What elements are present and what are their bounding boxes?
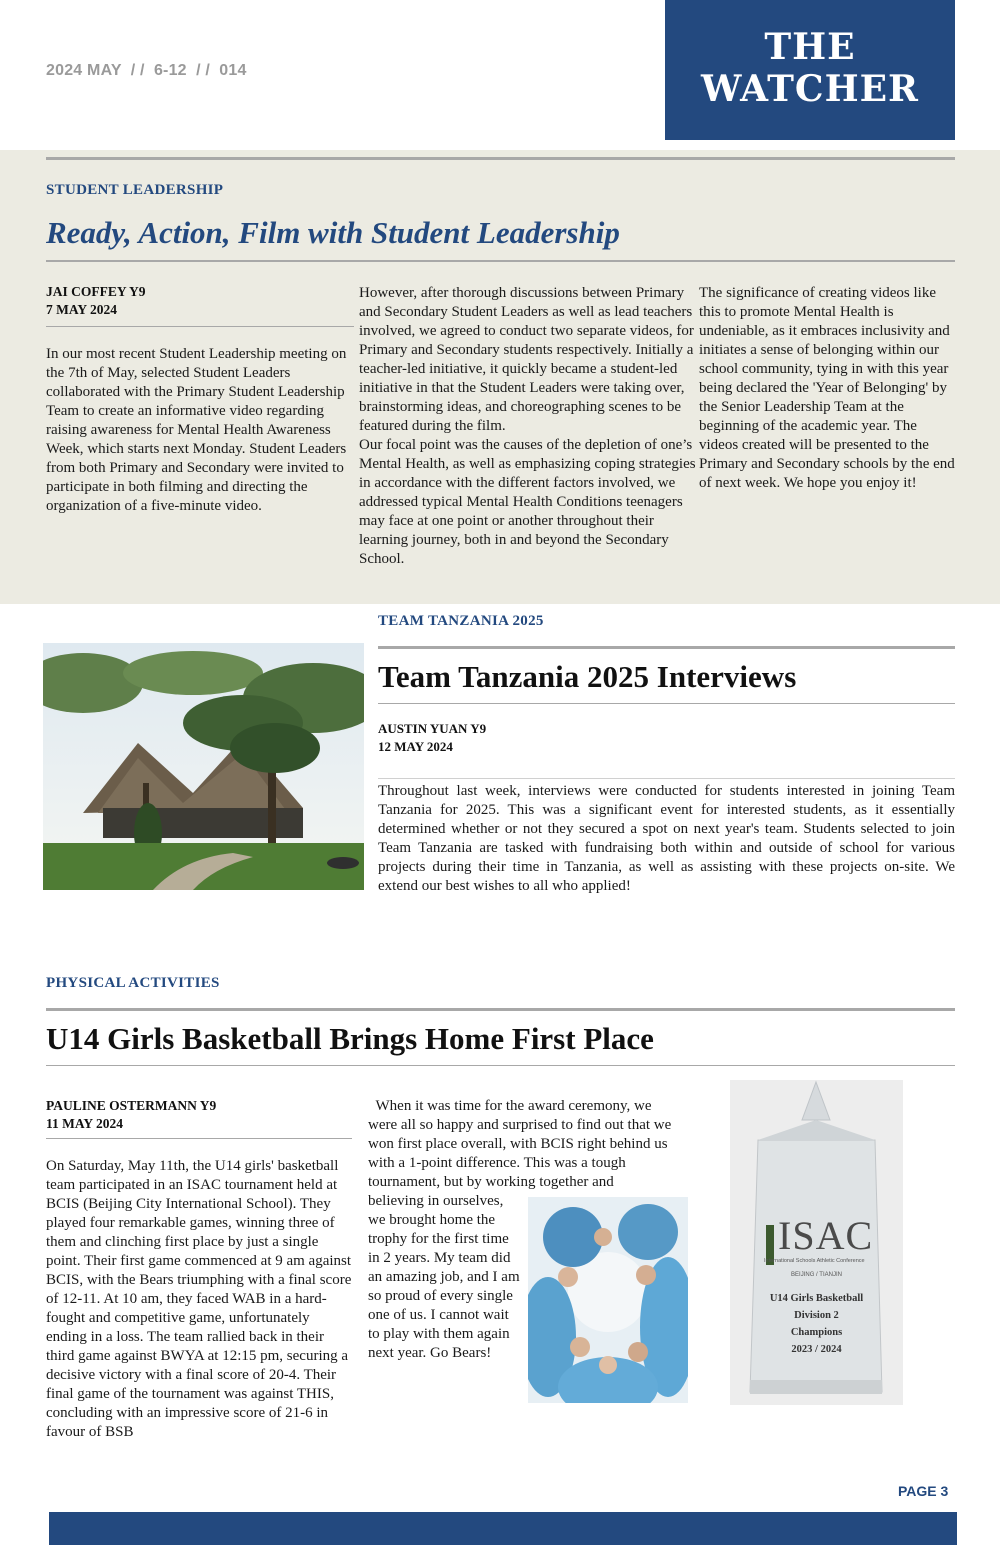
article-headline: Team Tanzania 2025 Interviews: [378, 659, 797, 694]
section-kicker: STUDENT LEADERSHIP: [46, 182, 224, 198]
author: PAULINE OSTERMANN Y9: [46, 1098, 217, 1113]
headline-rule: [46, 1065, 955, 1066]
huddle-image: [528, 1197, 688, 1403]
issue-info: 2024 MAY / / 6-12 / / 014: [46, 62, 247, 79]
trophy-line-4: 2023 / 2024: [791, 1344, 842, 1355]
masthead: [665, 0, 955, 140]
date: 12 MAY 2024: [378, 739, 453, 754]
masthead-line-1: THE: [764, 26, 856, 68]
article-headline: Ready, Action, Film with Student Leadership: [46, 215, 620, 250]
trophy-city: BEIJING / TIANJIN: [791, 1272, 842, 1278]
article-byline: [46, 283, 146, 319]
trophy-line-2: Division 2: [794, 1310, 839, 1321]
headline-rule: [378, 703, 955, 704]
tanzania-building-photo: [43, 643, 364, 890]
article-headline: U14 Girls Basketball Brings Home First Place: [46, 1021, 654, 1056]
article-column-1: In our most recent Student Leadership meeting on the 7th of May, selected Student Leaders collaborated with the Primary Student Leadership Team to create an informative video regarding raising awareness for Mental Health Awareness Week, which starts next Monday. Student Leaders from both Primary and Secondary were invited to participate in both filming and directing the organization of a five-minute video.: [46, 346, 347, 514]
byline-rule: [46, 1138, 352, 1139]
date: 11 MAY 2024: [46, 1116, 124, 1131]
paragraph: However, after thorough discussions between Primary and Secondary Student Leaders as well as lead teachers involved, we agreed to conduct two separate videos, for Primary and Secondary students respectively. Initially a teacher-led initiative, it quickly became a student-led initiative in that the Student Leaders were taking over, brainstorming ideas, and choreographing scenes to be featured during the film.: [359, 285, 694, 434]
article-byline: [46, 1097, 216, 1133]
section-top-rule: [378, 646, 955, 649]
trophy-line-1: U14 Girls Basketball: [769, 1293, 864, 1304]
team-huddle-photo: [528, 1197, 688, 1403]
author: JAI COFFEY Y9: [46, 284, 146, 299]
article-byline: [378, 720, 486, 756]
trophy-inscription: [730, 1290, 903, 1358]
trophy-logo: ISAC: [778, 1213, 874, 1258]
author: AUSTIN YUAN Y9: [378, 721, 487, 736]
trophy-org: International Schools Athletic Conference: [764, 1258, 865, 1264]
byline-rule: [46, 326, 354, 327]
masthead-line-2: WATCHER: [701, 68, 919, 110]
paragraph: Our focal point was the causes of the depletion of one’s Mental Health, as well as emphasizing coping strategies in accordance with the different factors involved, we addressed typical Mental Health Conditions teenagers may face at one point or another throughout their learning journey, both in and beyond the Secondary School.: [359, 437, 696, 567]
section-kicker: PHYSICAL ACTIVITIES: [46, 975, 220, 991]
trophy-line-3: Champions: [790, 1327, 843, 1338]
headline-rule: [46, 260, 955, 262]
page-number: PAGE 3: [898, 1483, 949, 1499]
section-top-rule: [46, 157, 955, 160]
article-column-2-wrap: believing in ourselves, we brought home the trophy for the first time in 2 years. My team did an amazing job, and I am so proud of every single one of us. I cannot wait to play with them again next year. Go Bears!: [368, 1193, 520, 1361]
lodge-image: [43, 643, 364, 890]
article-column-2: When it was time for the award ceremony, we were all so happy and surprised to find out that we won first place overall, with BCIS right behind us with a 1-point difference. This was a tough tournament, but by working together and: [368, 1098, 676, 1190]
footer-bar: [49, 1512, 957, 1545]
article-column-1: On Saturday, May 11th, the U14 girls' basketball team participated in an ISAC tournament held at BCIS (Beijing City International School). They played four remarkable games, winning three of them and clinching first place by just a single point. Their first game commenced at 9 am against BCIS, with the Bears triumphing with a final score of 12-11. At 10 am, they faced WAB in a hard-fought and competitive game, unfortunately ending in a loss. The team rallied back in their third game against BWYA at 12:15 pm, securing a decisive victory with a final score of 20-4. Their final game of the tournament was against THIS, concluding with an impressive score of 21-6 in favour of BSB: [46, 1158, 352, 1440]
article-column-3: The significance of creating videos like this to promote Mental Health is undeniable, as it embraces inclusivity and initiates a sense of belonging within our school community, tying in with this year being declared the 'Year of Belonging' by the Senior Leadership Team at the beginning of the academic year. The videos created will be presented to the Primary and Secondary schools by the end of next week. We hope you enjoy it!: [699, 285, 955, 491]
article-body: Throughout last week, interviews were conducted for students interested in joining Team Tanzania for 2025. This was a significant event for interested students, as it essentially determined whether or not they secured a spot on next year's team. Students selected to join Team Tanzania are tasked with fundraising both within and outside of school for various projects during their time in Tanzania, as well as assisting with these projects on-site. We extend our best wishes to all who applied!: [378, 783, 955, 894]
article-column-2: [359, 284, 699, 569]
section-top-rule: [46, 1008, 955, 1011]
trophy-photo: [730, 1080, 903, 1405]
section-kicker: TEAM TANZANIA 2025: [378, 613, 544, 629]
date: 7 MAY 2024: [46, 302, 118, 317]
byline-rule: [378, 778, 955, 779]
